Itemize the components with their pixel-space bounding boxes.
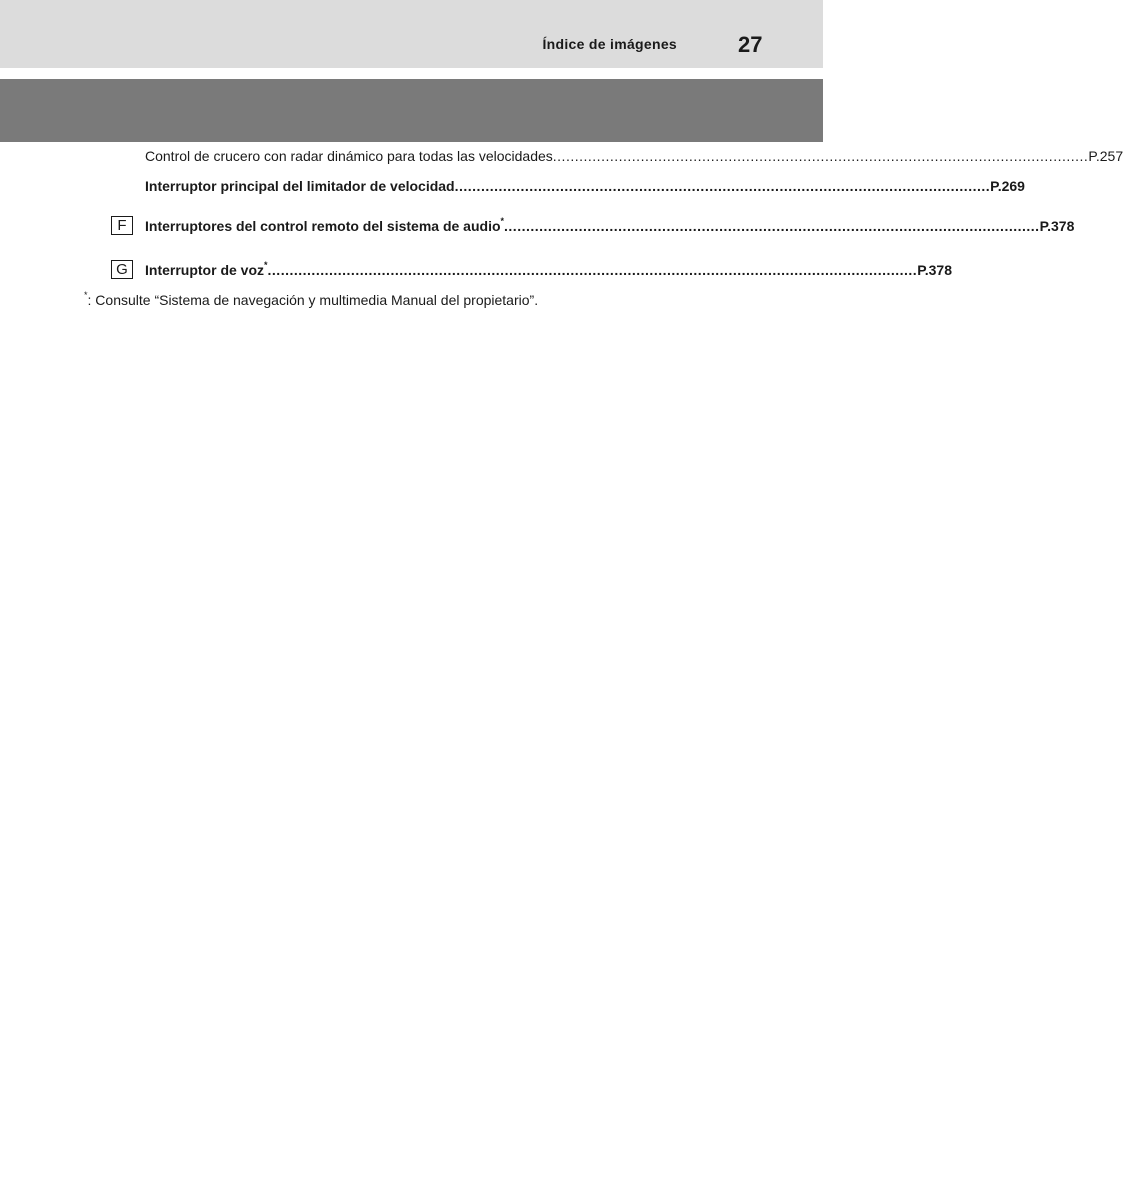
header-band: [0, 0, 823, 68]
entry-label: Interruptor principal del limitador de velocidad: [145, 178, 455, 194]
entry-label: Interruptor de voz*: [145, 260, 268, 278]
page-number: 27: [738, 32, 763, 57]
index-entry-cruise-control[interactable]: [145, 148, 1123, 164]
index-entry-voice-switch[interactable]: [145, 260, 952, 278]
page-reference: P.378: [917, 262, 952, 278]
index-entry-audio-remote-switches[interactable]: [145, 216, 1075, 234]
entry-label: Control de crucero con radar dinámico para todas las velocidades: [145, 148, 553, 164]
footnote-text: : Consulte “Sistema de navegación y multimedia Manual del propietario”.: [87, 292, 539, 308]
dot-leader: ....................................................................................................................................................: [267, 262, 918, 278]
section-title: Índice de imágenes: [542, 36, 677, 52]
footnote-mark: *: [264, 260, 268, 270]
section-bar: [0, 79, 823, 142]
page-reference: P.378: [1039, 218, 1075, 234]
callout-letter-g: G: [111, 260, 133, 279]
footnote-mark: *: [500, 216, 505, 226]
entry-label: Interruptores del control remoto del sistema de audio*: [145, 216, 505, 234]
dot-leader: ..........................................................................................................................: [504, 218, 1040, 234]
dot-leader: ..........................................................................................................................: [454, 178, 991, 194]
index-entry-speed-limiter-switch[interactable]: [145, 178, 1025, 194]
dot-leader: ..........................................................................................................................: [552, 148, 1089, 164]
footnote: [84, 292, 538, 308]
page-reference: P.257: [1088, 148, 1123, 164]
footnote-mark: *: [84, 290, 88, 300]
callout-letter-f: F: [111, 216, 133, 235]
page-reference: P.269: [990, 178, 1025, 194]
